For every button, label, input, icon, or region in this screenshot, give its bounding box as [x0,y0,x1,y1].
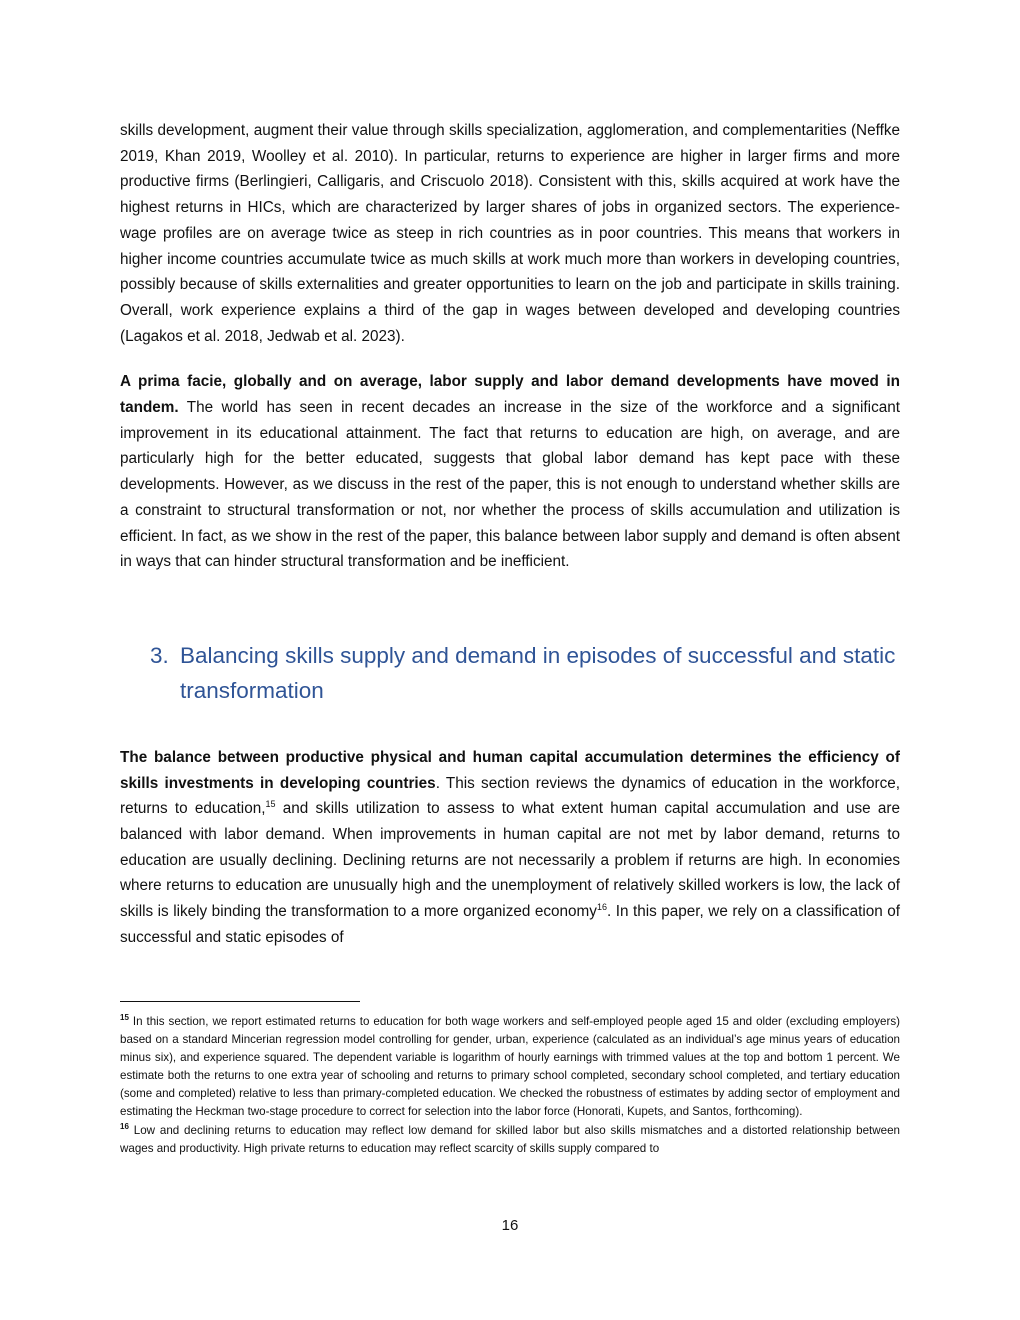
paragraph-lead-bold: A prima facie, globally and on average, labor supply and labor demand developments have moved in tandem. [120,373,900,417]
section-heading [120,638,900,708]
paragraph-balance [120,745,900,951]
footnote-ref-16[interactable]: 16 [596,902,607,913]
footnote-15 [120,1013,900,1122]
footnote-16 [120,1122,900,1158]
footnote-ref-15[interactable]: 15 [265,799,276,810]
section-title: Balancing skills supply and demand in episodes of successful and static transformation [180,642,896,703]
footnote-mark-16: 16 [120,1121,129,1131]
paragraph-text: The world has seen in recent decades an increase in the size of the workforce and a significant improvement in its educational attainment. The fact that returns to education are high, on average, and are particularly high for the better educated, suggests that global labor demand has kept pace with these developments. However, as we discuss in the rest of the paper, this is not enough to understand whether skills are a constraint to structural transformation or not, nor whether the process of skills accumulation and utilization is efficient. In fact, as we show in the rest of the paper, this balance between labor supply and demand is often absent in ways that can hinder structural transformation and be inefficient. [120,399,900,571]
footnote-text: In this section, we report estimated returns to education for both wage workers and self-employed people aged 15 and older (excluding employers) based on a standard Mincerian regression model controlling for gender, urban, experience (calculated as an individual’s age minus years of education minus six), and experience squared. The dependent variable is logarithm of hourly earnings with trimmed values at the top and bottom 1 percent. We estimate both the returns to one extra year of schooling and returns to primary school completed, secondary school completed, and tertiary education (some and completed) relative to less than primary-completed education. We checked the robustness of estimates by adding sector of employment and estimating the Heckman two-stage procedure to correct for selection into the labor force (Honorati, Kupets, and Santos, forthcoming). [120,1015,900,1119]
footnotes [120,1013,900,1158]
page-number: 16 [501,1217,519,1234]
paragraph-text: . In this paper, we rely on a classification of successful and static episodes of [120,903,900,946]
paragraph-labor-supply-demand [120,369,900,575]
section-number: 3. [150,642,169,668]
paragraph-text: . This section reviews the dynamics of education in the workforce, returns to education, [120,774,900,818]
paragraph-text: and skills utilization to assess to what extent human capital accumulation and use are balanced with labor demand. When improvements in human capital are not met by labor demand, returns to education are usually declining. Declining returns are not necessarily a problem if returns are high. In economies where returns to education are unusually high and the unemployment of relatively skilled workers is low, the lack of skills is likely binding the transformation to a more organized economy [120,800,900,921]
page-body [120,118,900,951]
footnote-text: Low and declining returns to education may reflect low demand for skilled labor but also skills mismatches and a distorted relationship between wages and productivity. High private returns to education may reflect scarcity of skills supply compared to [120,1123,900,1155]
paragraph-lead-bold: The balance between productive physical and human capital accumulation determines the efficiency of skills investments in developing countries [120,748,900,792]
footnote-separator [120,1001,360,1002]
footnote-mark-15: 15 [120,1013,129,1023]
paragraph-skills-development: skills development, augment their value through skills specialization, agglomeration, and complementarities (Neffke 2019, Khan 2019, Woolley et al. 2010). In particular, returns to experience are higher in larger firms and more productive firms (Berlingieri, Calligaris, and Criscuolo 2018). Consistent with this, skills acquired at work have the highest returns in HICs, which are characterized by larger shares of jobs in organized sectors. The experience-wage profiles are on average twice as steep in rich countries as in poor countries. This means that workers in higher income countries accumulate twice as much skills at work much more than workers in developing countries, possibly because of skills externalities and greater opportunities to learn on the job and participate in skills training. Overall, work experience explains a third of the gap in wages between developed and developing countries (Lagakos et al. 2018, Jedwab et al. 2023). [120,122,900,345]
